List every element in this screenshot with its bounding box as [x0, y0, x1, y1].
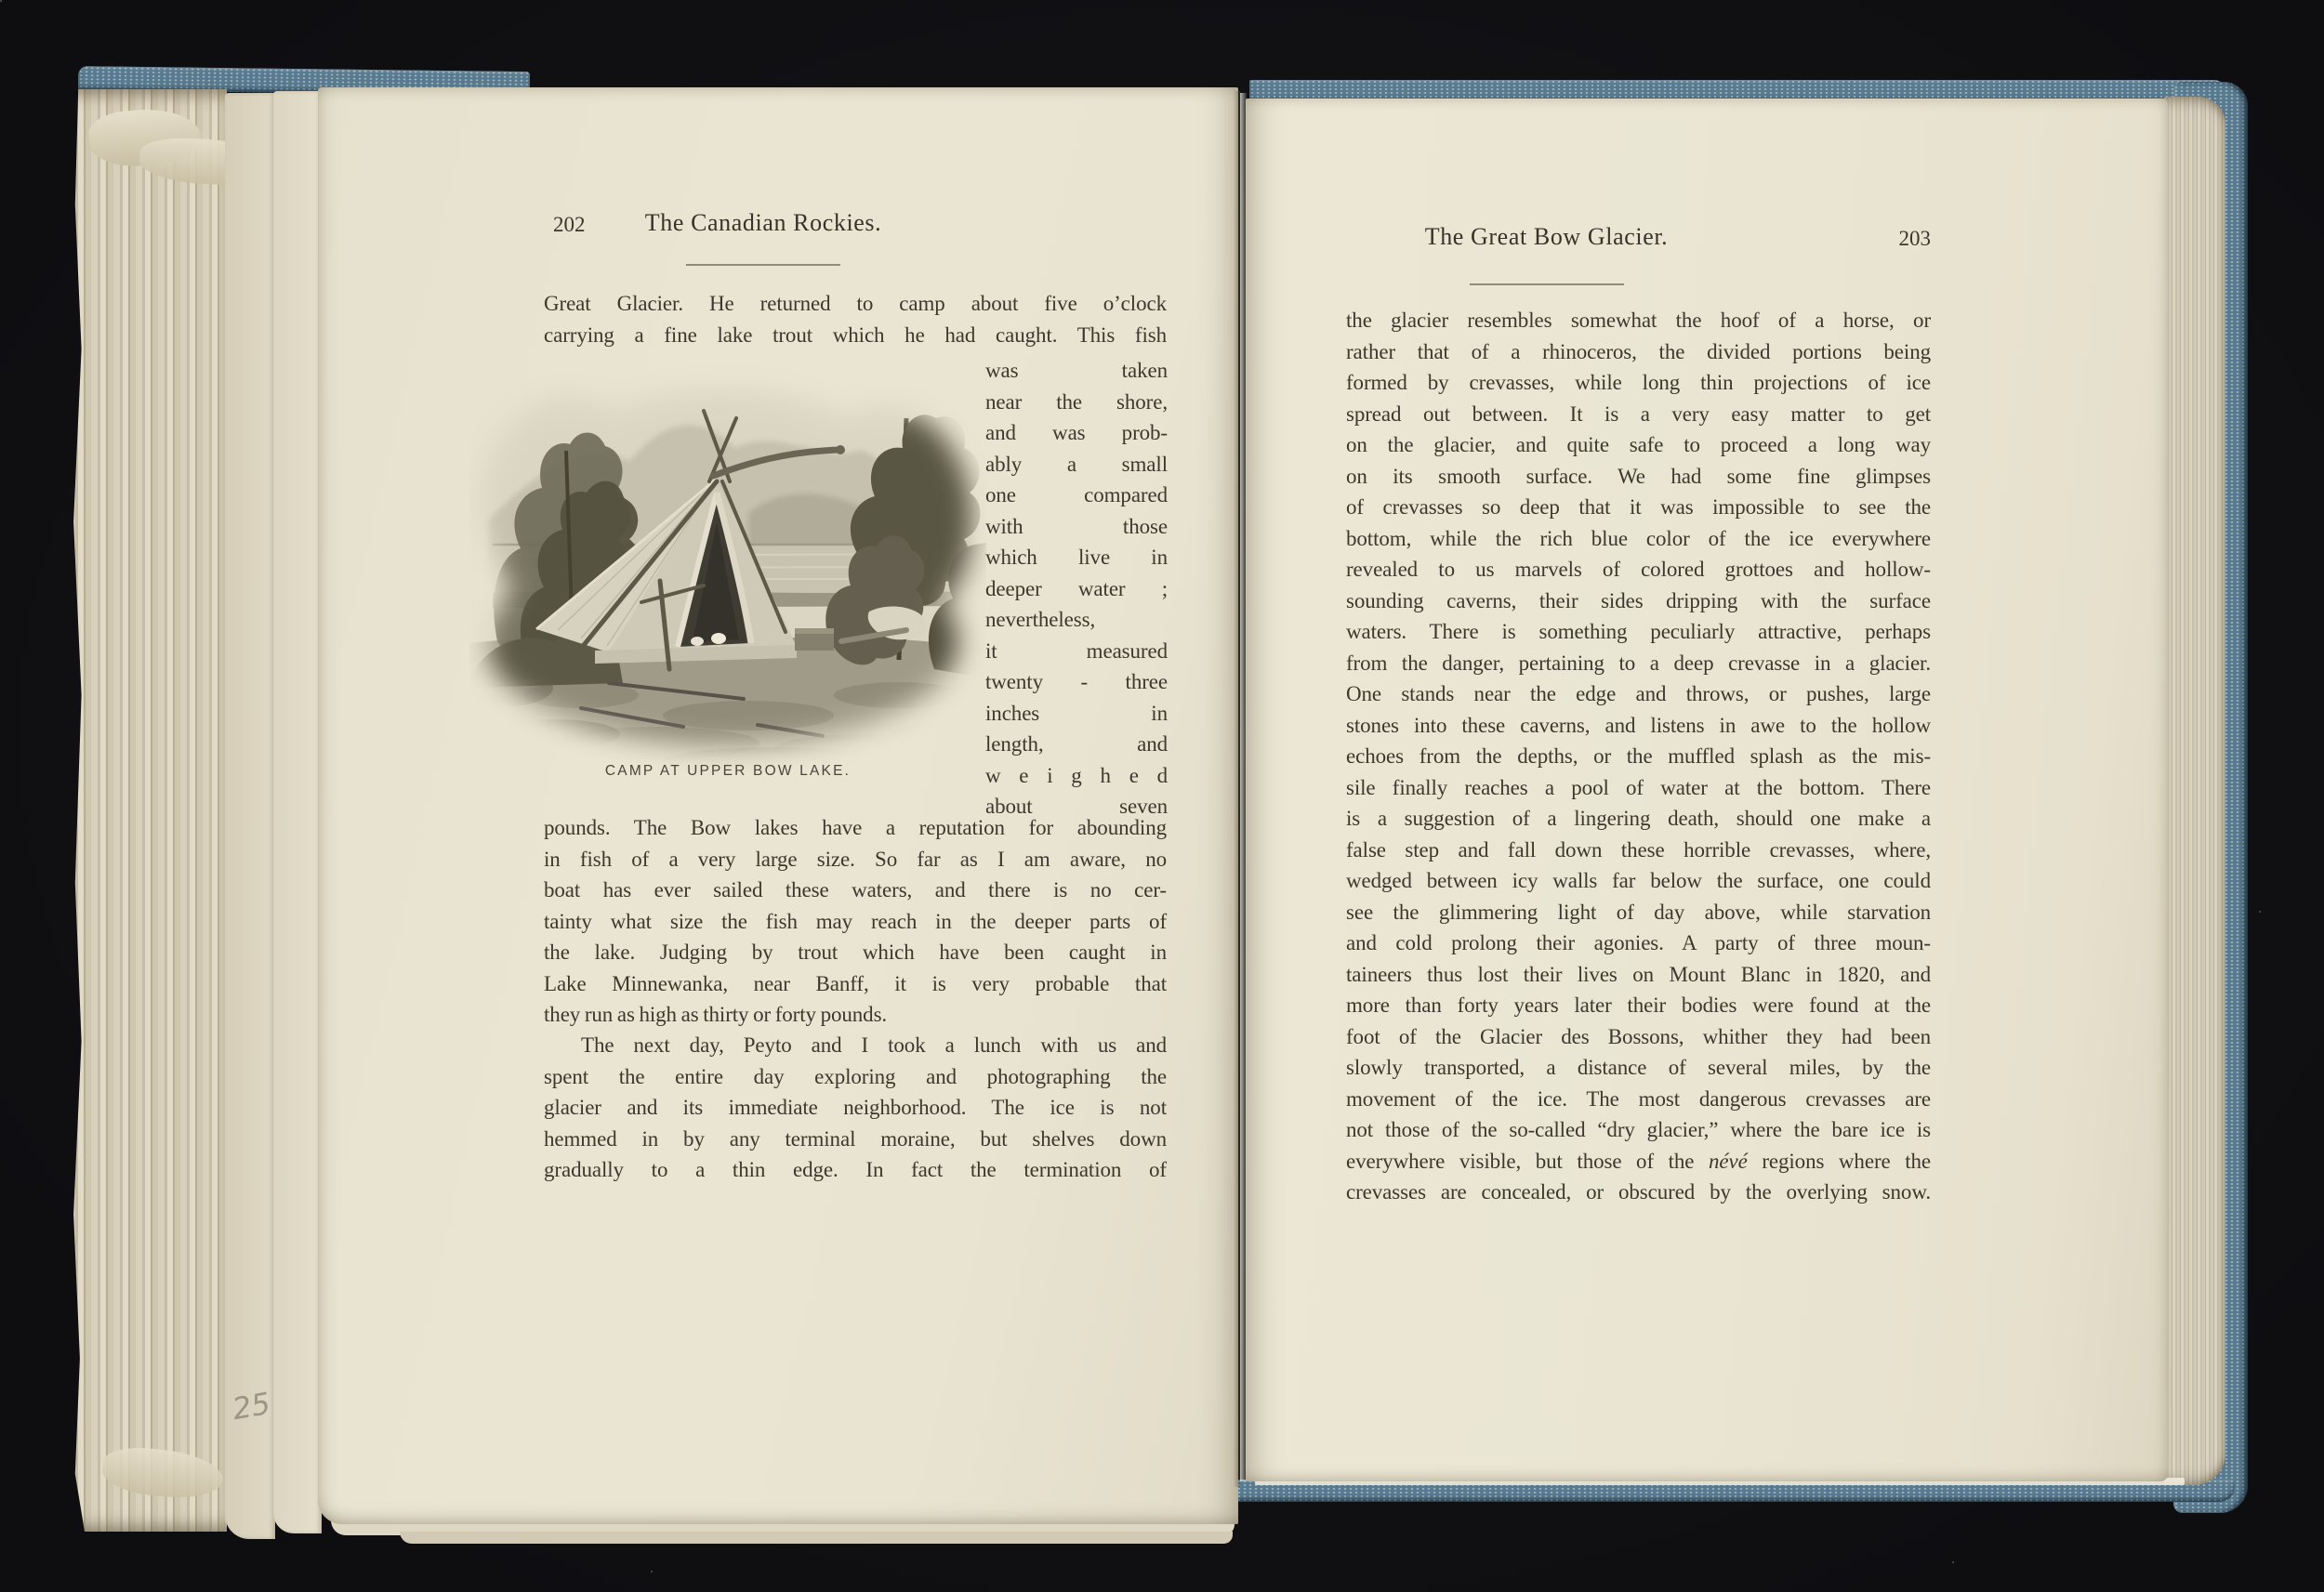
paragraph-continue	[544, 812, 1167, 1031]
gutter-highlight	[1240, 93, 1247, 1481]
text-line: it measured	[985, 638, 1168, 663]
text-line: they run as high as thirty or forty pounds.	[544, 1003, 888, 1026]
text-line: One stands near the edge and throws, or pushes, large	[1346, 682, 1931, 705]
fore-edge-page-stack	[2164, 97, 2225, 1485]
text-line: on its smooth surface. We had some fine glimpses	[1346, 464, 1931, 488]
text-line: and was prob-	[985, 421, 1168, 444]
text-line: one compared	[985, 483, 1168, 507]
text-line: length, and	[985, 732, 1168, 756]
text-line: see the glimmering light of day above, while starvation	[1346, 900, 1931, 924]
text-line: about seven	[985, 795, 1168, 818]
text-line: carrying a fine lake trout which he had caught. This fish	[544, 322, 1167, 347]
text-line: is a suggestion of a lingering death, should one make a	[1346, 807, 1931, 830]
left-head-rule	[686, 264, 840, 266]
text-line: Lake Minnewanka, near Banff, it is very probable that	[544, 971, 1167, 995]
text-line: foot of the Glacier des Bossons, whither they had been	[1346, 1024, 1931, 1048]
text-line: tainty what size the fish may reach in the deeper parts of	[544, 909, 1167, 933]
text-line: on the glacier, and quite safe to proceed a long way	[1346, 433, 1931, 456]
text-line: movement of the ice. The most dangerous crevasses are	[1346, 1086, 1931, 1111]
text-line: Great Glacier. He returned to camp about five o’clock	[544, 292, 1167, 315]
text-line: bottom, while the rich blue color of the ice everywhere	[1346, 526, 1931, 550]
text-line: nevertheless,	[985, 608, 1096, 631]
text-line: boat has ever sailed these waters, and there is no cer-	[544, 878, 1167, 901]
right-body-text	[1346, 305, 1931, 1208]
text-line: the lake. Judging by trout which have been caught in	[544, 941, 1167, 964]
deckle-edge-page-stack	[69, 89, 227, 1532]
underlying-page-edge	[273, 91, 322, 1533]
paragraph-intro	[544, 288, 1167, 350]
left-page-number: 202	[553, 213, 586, 236]
text-line: and cold prolong their agonies. A party of three moun-	[1346, 931, 1931, 954]
text-line: slowly transported, a distance of several miles, by the	[1346, 1056, 1931, 1079]
text-line: near the shore,	[985, 389, 1168, 414]
text-line: false step and fall down these horrible crevasses, where,	[1346, 837, 1931, 862]
dust-specks	[0, 0, 2, 2]
text-line: echoes from the depths, or the muffled splash as the mis-	[1346, 744, 1931, 768]
left-page	[318, 87, 1238, 1524]
text-line: waters. There is something peculiarly attractive, perhaps	[1346, 620, 1931, 643]
text-line: rather that of a rhinoceros, the divided portions being	[1346, 339, 1931, 363]
pencil-mark: 25	[230, 1385, 273, 1428]
text-line: spent the entire day exploring and photographing the	[544, 1064, 1167, 1088]
paragraph-next-day	[544, 1030, 1167, 1186]
underlying-page-edge	[225, 93, 275, 1539]
right-running-head: The Great Bow Glacier.	[1424, 223, 1669, 250]
left-running-head: The Canadian Rockies.	[644, 209, 882, 236]
text-line: The next day, Peyto and I took a lunch with us and	[581, 1033, 1167, 1057]
right-head-rule	[1470, 283, 1624, 285]
text-line: from the danger, pertaining to a deep crevasse in a glacier.	[1346, 651, 1931, 675]
text-line: deeper water ;	[985, 576, 1168, 600]
text-line: more than forty years later their bodies were found at the	[1346, 993, 1931, 1017]
underlying-page-corner	[400, 1532, 1233, 1544]
left-page-header	[544, 209, 1167, 244]
text-line: formed by crevasses, while long thin projections of ice	[1346, 371, 1931, 394]
text-line: wedged between icy walls far below the surface, one could	[1346, 869, 1931, 892]
gutter-shadow	[1234, 91, 1240, 1487]
text-line: pounds. The Bow lakes have a reputation for abounding	[544, 816, 1167, 839]
text-line: taineers thus lost their lives on Mount Blanc in 1820, and	[1346, 962, 1931, 986]
text-line: crevasses are concealed, or obscured by the overlying snow.	[1346, 1180, 1931, 1204]
text-line: spread out between. It is a very easy matter to get	[1346, 401, 1931, 426]
text-line: gradually to a thin edge. In fact the termination of	[544, 1158, 1167, 1181]
text-line: w e i g h e d	[985, 763, 1168, 787]
text-line: which live in	[985, 546, 1168, 569]
text-line: with those	[985, 514, 1168, 538]
text-line: twenty - three	[985, 670, 1168, 693]
figure-caption: CAMP AT UPPER BOW LAKE.	[604, 763, 852, 779]
text-line: glacier and its immediate neighborhood. The ice is not	[544, 1096, 1167, 1119]
text-line: inches in	[985, 701, 1168, 725]
side-text-column	[985, 355, 1168, 822]
right-page-number: 203	[1898, 227, 1931, 250]
text-line: not those of the so-called “dry glacier,” where the bare ice is	[1346, 1118, 1931, 1141]
text-line: sounding caverns, their sides dripping with the surface	[1346, 588, 1931, 612]
camp-photograph-illustration	[469, 362, 986, 773]
text-line: revealed to us marvels of colored grottoes and hollow-	[1346, 558, 1931, 581]
text-line: hemmed in by any terminal moraine, but shelves down	[544, 1126, 1167, 1151]
text-line: the glacier resembles somewhat the hoof of a horse, or	[1346, 309, 1931, 332]
text-line: ably a small	[985, 452, 1168, 476]
camp-scene	[469, 362, 986, 773]
text-line: was taken	[985, 359, 1168, 382]
text-line: in fish of a very large size. So far as I am aware, no	[544, 847, 1167, 871]
text-line: stones into these caverns, and listens in awe to the hollow	[1346, 713, 1931, 737]
text-line: of crevasses so deep that it was impossible to see the	[1346, 495, 1931, 519]
text-line: sile finally reaches a pool of water at the bottom. There	[1346, 775, 1931, 799]
right-page	[1246, 99, 2168, 1481]
text-line: everywhere visible, but those of the névé regions where the	[1346, 1149, 1932, 1173]
right-page-header	[1346, 223, 1931, 258]
